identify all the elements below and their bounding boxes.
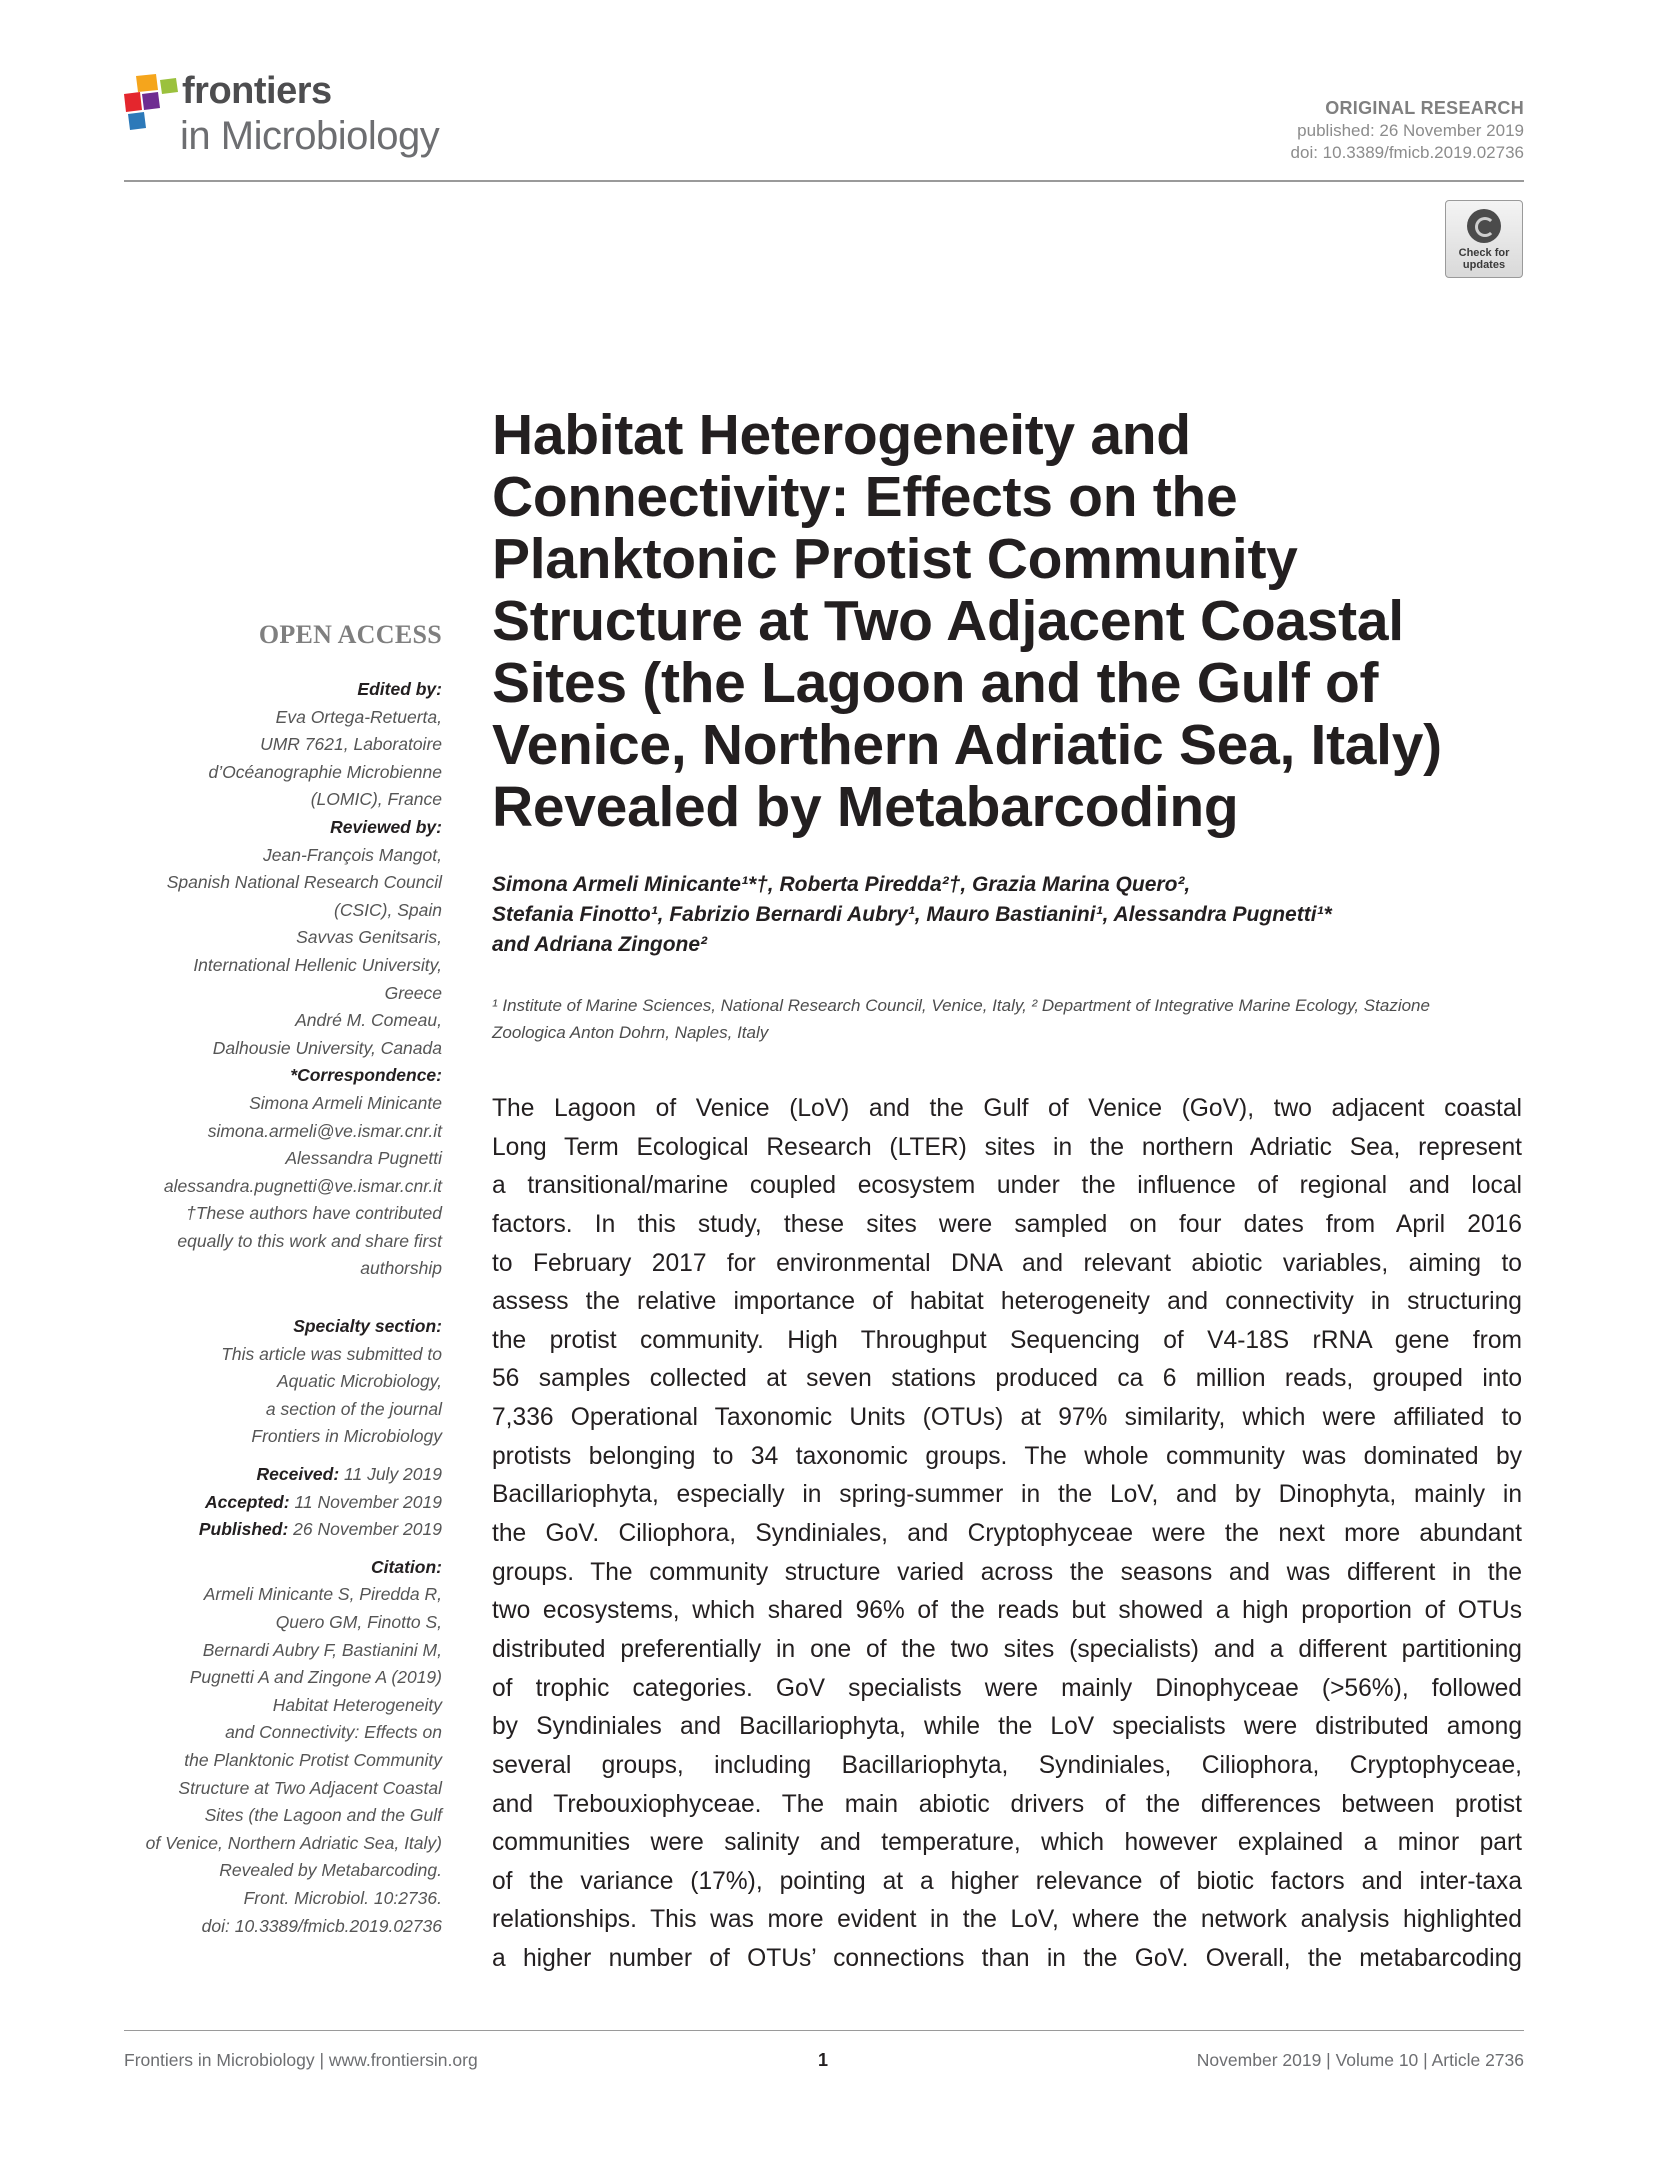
editor-line: d’Océanographie Microbienne [208, 761, 442, 782]
specialty-line: a section of the journal [265, 1398, 442, 1419]
title-line: Sites (the Lagoon and the Gulf of [492, 651, 1379, 715]
reviewer-line: André M. Comeau, [295, 1010, 442, 1031]
specialty-line: This article was submitted to [221, 1343, 442, 1364]
correspondent-name: Simona Armeli Minicante [249, 1092, 442, 1113]
editor-line: (LOMIC), France [310, 789, 442, 810]
open-access-label: OPEN ACCESS [258, 620, 442, 649]
citation-line: Armeli Minicante S, Piredda R, [203, 1584, 442, 1605]
reviewer-line: Spanish National Research Council [166, 872, 442, 893]
affiliations [492, 992, 1532, 1046]
correspondent-email-link[interactable]: simona.armeli@ve.ismar.cnr.it [207, 1120, 442, 1141]
abstract-line: the protist community. High Throughput Sequencing of V4-18S rRNA gene from [492, 1326, 1522, 1354]
footer-issue-info: November 2019 | Volume 10 | Article 2736 [1196, 2050, 1524, 2070]
received-value: 11 July 2019 [339, 1464, 442, 1485]
citation-heading: Citation: [371, 1556, 442, 1577]
title-line: Connectivity: Effects on the [492, 465, 1238, 529]
abstract-line: by Syndiniales and Bacillariophyta, while the LoV specialists were distributed among [492, 1713, 1522, 1741]
check-updates-label: Check for updates [1458, 247, 1510, 271]
abstract-line: distributed preferentially in one of the two sites (specialists) and a different partitioning [492, 1635, 1522, 1663]
equal-contribution-note: †These authors have contributed [186, 1203, 442, 1224]
affiliation-line: Zoologica Anton Dohrn, Naples, Italy [492, 1023, 769, 1042]
abstract-line: a higher number of OTUs’ connections than in the GoV. Overall, the metabarcoding [492, 1945, 1522, 1973]
title-line: Structure at Two Adjacent Coastal [492, 589, 1404, 653]
citation-line: Quero GM, Finotto S, [275, 1612, 442, 1632]
abstract-line: The Lagoon of Venice (LoV) and the Gulf of Venice (GoV), two adjacent coastal [492, 1095, 1522, 1122]
frontiers-logo-icon [122, 74, 182, 134]
abstract-line: of the variance (17%), pointing at a higher relevance of biotic factors and inter-taxa [492, 1867, 1522, 1895]
affiliation-line: ¹ Institute of Marine Sciences, National Research Council, Venice, Italy, ² Department of Integrative Marine Ecology, Stazione [492, 996, 1430, 1015]
citation-line: the Planktonic Protist Community [184, 1749, 442, 1770]
abstract-line: Long Term Ecological Research (LTER) sites in the northern Adriatic Sea, represent [492, 1133, 1522, 1161]
specialty-line: Frontiers in Microbiology [251, 1426, 442, 1447]
footer-divider [124, 2030, 1524, 2031]
abstract [492, 1090, 1522, 1979]
abstract-line: 56 samples collected at seven stations produced ca 6 million reads, grouped into [492, 1365, 1522, 1393]
citation-doi-link[interactable]: doi: 10.3389/fmicb.2019.02736 [201, 1915, 442, 1936]
accepted-label: Accepted: [204, 1491, 290, 1512]
editor-line: UMR 7621, Laboratoire [260, 734, 442, 755]
logo-word-journal: in Microbiology [180, 114, 440, 158]
published-value: 26 November 2019 [288, 1519, 442, 1540]
abstract-line: to February 2017 for environmental DNA and relevant abiotic variables, aiming to [492, 1249, 1522, 1277]
page-number: 1 [818, 2050, 829, 2070]
spacer [122, 1544, 442, 1554]
edited-by-heading: Edited by: [357, 679, 442, 699]
abstract-line: 7,336 Operational Taxonomic Units (OTUs) at 97% similarity, which were affiliated to [492, 1404, 1522, 1432]
equal-contribution-note: equally to this work and share first [177, 1230, 442, 1251]
title-line: Venice, Northern Adriatic Sea, Italy) [492, 713, 1442, 777]
specialty-line: Aquatic Microbiology, [276, 1371, 442, 1392]
published-label: Published: [198, 1519, 289, 1540]
article-title [492, 404, 1552, 838]
author-line: Simona Armeli Minicante¹*†, Roberta Piredda²†, Grazia Marina Quero², [492, 873, 1191, 896]
equal-contribution-note: authorship [360, 1258, 442, 1279]
journal-logo [122, 68, 462, 176]
citation-line: Front. Microbiol. 10:2736. [243, 1887, 442, 1908]
title-line: Revealed by Metabarcoding [492, 775, 1239, 839]
abstract-line: communities were salinity and temperature, which however explained a minor part [492, 1829, 1522, 1857]
correspondent-email-link[interactable]: alessandra.pugnetti@ve.ismar.cnr.it [163, 1175, 442, 1196]
abstract-line: relationships. This was more evident in the LoV, where the network analysis highlighted [492, 1906, 1522, 1934]
published-date-sidebar [122, 1516, 442, 1544]
citation-line: and Connectivity: Effects on [225, 1722, 442, 1743]
abstract-line: the GoV. Ciliophora, Syndiniales, and Cryptophyceae were the next more abundant [492, 1520, 1522, 1548]
citation-line: Sites (the Lagoon and the Gulf [204, 1805, 442, 1826]
abstract-line: of trophic categories. GoV specialists were mainly Dinophyceae (>56%), followed [492, 1674, 1522, 1702]
author-line: Stefania Finotto¹, Fabrizio Bernardi Aubry¹, Mauro Bastianini¹, Alessandra Pugnetti¹* [492, 903, 1332, 926]
title-line: Planktonic Protist Community [492, 527, 1298, 591]
abstract-line: factors. In this study, these sites were sampled on four dates from April 2016 [492, 1210, 1522, 1238]
reviewer-line: Savvas Genitsaris, [296, 927, 442, 948]
abstract-line: several groups, including Bacillariophyta, Syndiniales, Ciliophora, Cryptophyceae, [492, 1751, 1522, 1779]
spacer [122, 1283, 442, 1313]
reviewer-line: (CSIC), Spain [334, 899, 442, 920]
footer-journal-link[interactable]: Frontiers in Microbiology | www.frontiersin.org [124, 2050, 478, 2070]
abstract-line: assess the relative importance of habitat heterogeneity and connectivity in structuring [492, 1288, 1522, 1316]
abstract-line: groups. The community structure varied across the seasons and was different in the [492, 1558, 1522, 1586]
editor-line: Eva Ortega-Retuerta, [275, 706, 442, 727]
check-updates-icon [1467, 209, 1501, 243]
accepted-date [122, 1489, 442, 1517]
citation-line: Habitat Heterogeneity [272, 1694, 442, 1715]
reviewer-line: Jean-François Mangot, [263, 844, 442, 865]
citation-line: Bernardi Aubry F, Bastianini M, [202, 1639, 442, 1660]
title-line: Habitat Heterogeneity and [492, 403, 1191, 467]
abstract-line: protists belonging to 34 taxonomic groups. The whole community was dominated by [492, 1442, 1522, 1470]
abstract-line: a transitional/marine coupled ecosystem under the influence of regional and local [492, 1172, 1522, 1200]
reviewer-line: International Hellenic University, [193, 954, 442, 975]
specialty-section-heading: Specialty section: [293, 1316, 442, 1337]
reviewed-by-heading: Reviewed by: [330, 816, 442, 837]
abstract-line: Bacillariophyta, especially in spring-summer in the LoV, and by Dinophyta, mainly in [492, 1481, 1522, 1509]
citation-line: Structure at Two Adjacent Coastal [178, 1777, 442, 1798]
article-type: ORIGINAL RESEARCH [1325, 98, 1524, 118]
accepted-value: 11 November 2019 [289, 1491, 442, 1512]
abstract-line: two ecosystems, which shared 96% of the reads but showed a high proportion of OTUs [492, 1597, 1522, 1625]
doi-link[interactable]: doi: 10.3389/fmicb.2019.02736 [1290, 143, 1524, 162]
author-list [492, 870, 1532, 960]
reviewer-line: Greece [384, 982, 442, 1003]
correspondence-heading: *Correspondence: [290, 1065, 442, 1086]
citation-line: Revealed by Metabarcoding. [219, 1860, 442, 1881]
article-info-sidebar [122, 676, 442, 1940]
citation-line: of Venice, Northern Adriatic Sea, Italy) [145, 1832, 442, 1853]
published-date: published: 26 November 2019 [1297, 121, 1524, 140]
logo-word-frontiers: frontiers [182, 70, 332, 112]
citation-line: Pugnetti A and Zingone A (2019) [189, 1667, 442, 1688]
received-date [122, 1461, 442, 1489]
check-for-updates-button[interactable] [1445, 200, 1523, 278]
header-divider [124, 180, 1524, 182]
reviewer-line: Dalhousie University, Canada [212, 1037, 442, 1058]
author-line: and Adriana Zingone² [492, 933, 708, 956]
correspondent-name: Alessandra Pugnetti [285, 1148, 442, 1169]
received-label: Received: [256, 1464, 340, 1485]
abstract-line: and Trebouxiophyceae. The main abiotic drivers of the differences between protist [492, 1790, 1522, 1818]
spacer [122, 1451, 442, 1461]
